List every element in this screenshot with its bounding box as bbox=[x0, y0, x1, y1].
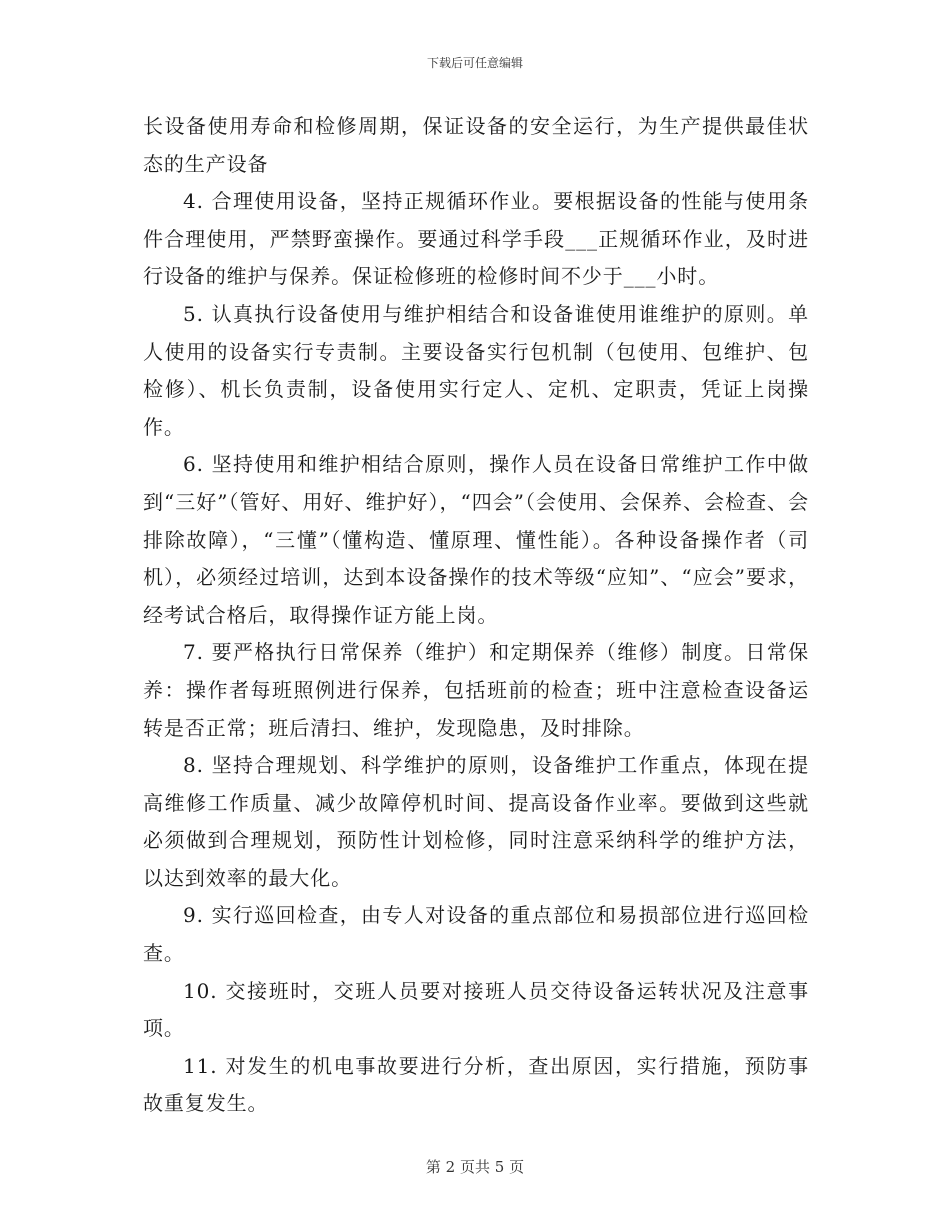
paragraph-item-10: 10. 交接班时，交班人员要对接班人员交待设备运转状况及注意事项。 bbox=[143, 978, 809, 1041]
paragraph-item-8: 8. 坚持合理规划、科学维护的原则，设备维护工作重点，体现在提高维修工作质量、减少故障停机时间、提高设备作业率。要做到这些就必须做到合理规划，预防性计划检修，同时注意采纳科学的维护方法，以达到效率的最大化。 bbox=[143, 753, 809, 890]
paragraph-item-9: 9. 实行巡回检查，由专人对设备的重点部位和易损部位进行巡回检查。 bbox=[143, 903, 809, 966]
paragraph-item-6: 6. 坚持使用和维护相结合原则，操作人员在设备日常维护工作中做到“三好”（管好、用好、维护好），“四会”（会使用、会保养、会检查、会排除故障），“三懂”（懂构造、懂原理、懂性能）。各种设备操作者（司机），必须经过培训，达到本设备操作的技术等级“应知”、“应会”要求，经考试合格后，取得操作证方能上岗。 bbox=[143, 452, 809, 627]
paragraph-continuation: 长设备使用寿命和检修周期，保证设备的安全运行，为生产提供最佳状态的生产设备 bbox=[143, 114, 809, 176]
paragraph-item-4: 4. 合理使用设备，坚持正规循环作业。要根据设备的性能与使用条件合理使用，严禁野蛮操作。要通过科学手段___正规循环作业，及时进行设备的维护与保养。保证检修班的检修时间不少于___小时。 bbox=[143, 189, 809, 289]
page-footer: 第 2 页共 5 页 bbox=[425, 1158, 525, 1176]
paragraph-item-11: 11. 对发生的机电事故要进行分析，查出原因，实行措施，预防事故重复发生。 bbox=[143, 1053, 809, 1116]
document-body bbox=[143, 108, 809, 1123]
paragraph-item-7: 7. 要严格执行日常保养（维护）和定期保养（维修）制度。日常保养：操作者每班照例进行保养，包括班前的检查；班中注意检查设备运转是否正常；班后清扫、维护，发现隐患，及时排除。 bbox=[143, 640, 809, 740]
page-header: 下载后可任意编辑 bbox=[426, 56, 523, 70]
paragraph-item-5: 5. 认真执行设备使用与维护相结合和设备谁使用谁维护的原则。单人使用的设备实行专责制。主要设备实行包机制（包使用、包维护、包检修）、机长负责制，设备使用实行定人、定机、定职责，凭证上岗操作。 bbox=[143, 301, 809, 439]
